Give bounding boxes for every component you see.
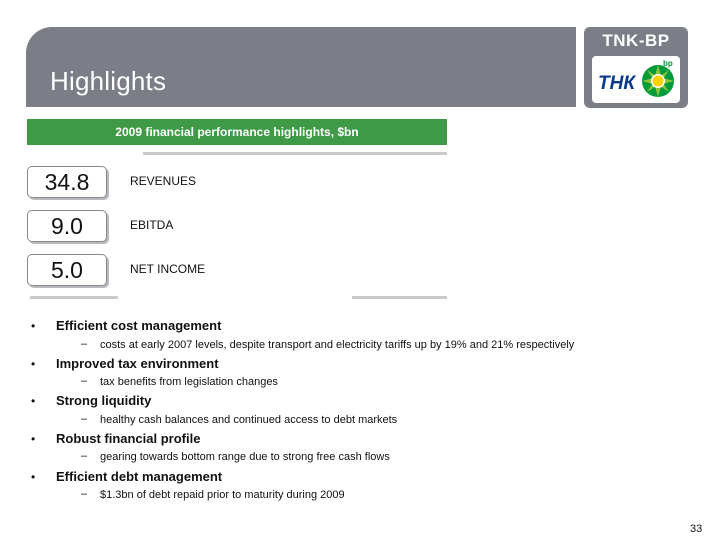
bullet-symbol: •	[31, 470, 36, 484]
bp-helios-icon	[642, 65, 674, 97]
sub-dash: –	[81, 450, 88, 462]
panel-title: 2009 financial performance highlights, $bn	[115, 125, 359, 139]
bullet-detail: healthy cash balances and continued access to debt markets	[100, 414, 398, 426]
tnk-bp-logo	[584, 27, 688, 108]
bullet-symbol: •	[31, 432, 36, 446]
logo-panel	[592, 56, 680, 103]
logo-wordmark: TNK-BP	[602, 31, 670, 50]
bullet-heading: Improved tax environment	[56, 356, 219, 371]
sub-dash: –	[81, 375, 88, 387]
metric-value-ebitda: 9.0	[27, 210, 107, 242]
sub-dash: –	[81, 488, 88, 500]
bullet-heading: Strong liquidity	[56, 393, 152, 408]
panel-bottom-line-right	[352, 296, 447, 299]
sub-dash: –	[81, 338, 88, 350]
tnk-mark: ТНК	[598, 73, 636, 94]
panel-bottom-line-left	[30, 296, 118, 299]
bp-mark: bp	[663, 59, 673, 68]
metric-value-net-income: 5.0	[27, 254, 107, 286]
metric-label-net-income: NET INCOME	[130, 262, 206, 276]
metric-value-revenues: 34.8	[27, 166, 107, 198]
metric-label-ebitda: EBITDA	[130, 218, 174, 232]
bullet-heading: Efficient debt management	[56, 469, 223, 484]
bullet-heading: Efficient cost management	[56, 318, 222, 333]
panel-top-line	[143, 152, 447, 155]
bullet-symbol: •	[31, 394, 36, 408]
bullet-symbol: •	[31, 357, 36, 371]
page-number: 33	[690, 523, 703, 535]
page-title: Highlights	[50, 66, 167, 96]
bullet-detail: gearing towards bottom range due to strong free cash flows	[100, 451, 390, 463]
bullet-detail: $1.3bn of debt repaid prior to maturity during 2009	[100, 489, 345, 501]
logo-marks	[592, 56, 680, 103]
sub-dash: –	[81, 413, 88, 425]
bullet-detail: tax benefits from legislation changes	[100, 376, 278, 388]
bullet-heading: Robust financial profile	[56, 431, 201, 446]
bullet-detail: costs at early 2007 levels, despite transport and electricity tariffs up by 19% and 21% respectively	[100, 339, 575, 351]
metric-label-revenues: REVENUES	[130, 174, 197, 188]
bullet-symbol: •	[31, 319, 36, 333]
panel-title-bar	[27, 119, 447, 145]
